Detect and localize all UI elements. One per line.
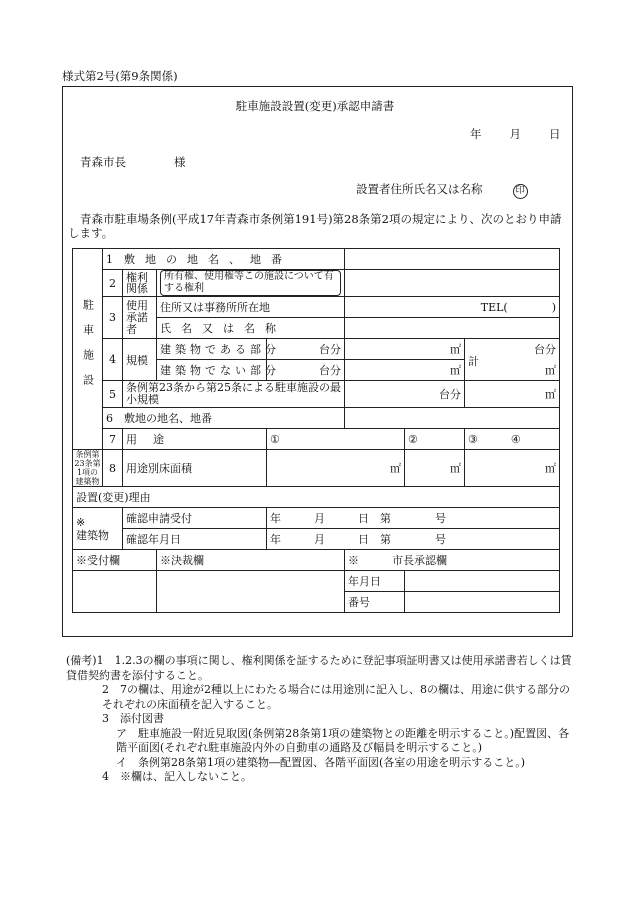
intro-text: 青森市駐車場条例(平成17年青森市条例第191号)第28条第2項の規定により、次のとおり申請します。: [68, 212, 562, 240]
receipt-column: ※受付欄: [73, 550, 157, 571]
confirm-date-label: 確認年月日: [123, 529, 267, 550]
addressee: 青森市長 様: [80, 155, 186, 169]
row-3-name-label: 氏名又は名称: [157, 318, 345, 339]
receipt-box[interactable]: [73, 571, 157, 613]
note-3a: ア 駐車施設一附近見取図(条例第28条第1項の建築物との距離を明示すること。)配置図、各階平面図(それぞれ駐車施設内外の自動車の通路及び幅員を明示すること。): [116, 726, 570, 754]
use-3-4[interactable]: ③ ④: [465, 429, 560, 450]
approval-number-label: 番号: [345, 592, 405, 613]
confirm-date-value[interactable]: 年 月 日 第 号: [267, 529, 560, 550]
application-table: [72, 248, 560, 613]
row-8-num: 8: [103, 450, 123, 487]
date-line: 年 月 日: [470, 127, 561, 141]
row-3-name-value[interactable]: [345, 318, 560, 339]
row-5-label: 条例第23条から第25条による駐車施設の最小規模: [123, 381, 345, 408]
note-3b: イ 条例第28条第1項の建築物―配置図、各階平面図(各室の用途を明示すること。): [116, 755, 526, 769]
row-8-label: 用途別床面積: [123, 450, 267, 487]
notes-section: [66, 654, 578, 785]
building-part-label: 建築物である部分: [157, 339, 267, 360]
approval-date-value[interactable]: [405, 571, 560, 592]
side-label-building: 条例第23条第1項の建築物: [74, 450, 101, 486]
use-2[interactable]: ②: [405, 429, 465, 450]
form-number: 様式第2号(第9条関係): [62, 69, 178, 83]
row-2-value[interactable]: [345, 270, 560, 297]
non-building-cars[interactable]: 台分: [267, 360, 345, 381]
row-6-label: 6 敷地の地名、地番: [103, 408, 345, 429]
seal-mark: 印: [513, 184, 528, 199]
row-2-label: 権利関係: [123, 270, 157, 297]
row-1-label: 1 敷地の地名、地番: [103, 249, 345, 270]
approval-date-label: 年月日: [345, 571, 405, 592]
area-1[interactable]: ㎡: [267, 450, 405, 487]
decision-column: ※決裁欄: [157, 550, 345, 571]
confirm-receipt-value[interactable]: 年 月 日 第 号: [267, 508, 560, 529]
notes-label: (備考): [66, 654, 97, 667]
row-7-num: 7: [103, 429, 123, 450]
reason-label: 設置(変更)理由: [73, 487, 560, 508]
applicant-line: 設置者住所氏名又は名称 印: [356, 181, 528, 199]
confirm-receipt-label: 確認申請受付: [123, 508, 267, 529]
row-2-num: 2: [103, 270, 123, 297]
row-3-address-value[interactable]: [345, 297, 560, 318]
row-7-label: 用途: [123, 429, 267, 450]
non-building-area[interactable]: ㎡: [345, 360, 465, 381]
section-label-parking: 駐車施設: [73, 249, 103, 450]
row-5-num: 5: [103, 381, 123, 408]
row-4-total[interactable]: 計 台分 ㎡: [465, 339, 560, 381]
form-title: 駐車施設設置(変更)承認申請書: [235, 99, 395, 113]
building-cars[interactable]: 台分: [267, 339, 345, 360]
row-3-label: 使用承諾者: [123, 297, 157, 339]
row-5-cars[interactable]: 台分: [345, 381, 465, 408]
note-2: 2 7の欄は、用途が2種以上にわたる場合には用途別に記入し、8の欄は、用途に供する部分のそれぞれの床面積を記入すること。: [102, 683, 570, 711]
row-2-desc: 所有権、使用権等この施設について有する権利: [157, 270, 345, 297]
kenchiku-label: ※ 建築物: [73, 508, 123, 550]
total-label: 計: [468, 355, 479, 368]
note-4: 4 ※欄は、記入しないこと。: [102, 770, 252, 783]
row-3-address-label: 住所又は事務所所在地: [157, 297, 345, 318]
area-3[interactable]: ㎡: [465, 450, 560, 487]
note-3: 3 添付図書: [102, 712, 164, 725]
approval-number-value[interactable]: [405, 592, 560, 613]
building-area[interactable]: ㎡: [345, 339, 465, 360]
area-2[interactable]: ㎡: [405, 450, 465, 487]
row-3-num: 3: [103, 297, 123, 339]
row-6-value[interactable]: [345, 408, 560, 429]
note-1: 1 1.2.3の欄の事項に関し、権利関係を証するために登記事項証明書又は使用承諾書若しくは賃貸借契約書を添付すること。: [66, 654, 572, 682]
row-4-num: 4: [103, 339, 123, 381]
use-1[interactable]: ①: [267, 429, 405, 450]
row-4-label: 規模: [123, 339, 157, 381]
tel-label: TEL( ): [480, 301, 557, 314]
approval-column: ※ 市長承認欄: [345, 550, 560, 571]
non-building-part-label: 建築物でない部分: [157, 360, 267, 381]
row-1-value[interactable]: [345, 249, 560, 270]
decision-box[interactable]: [157, 571, 345, 613]
row-5-area[interactable]: ㎡: [465, 381, 560, 408]
